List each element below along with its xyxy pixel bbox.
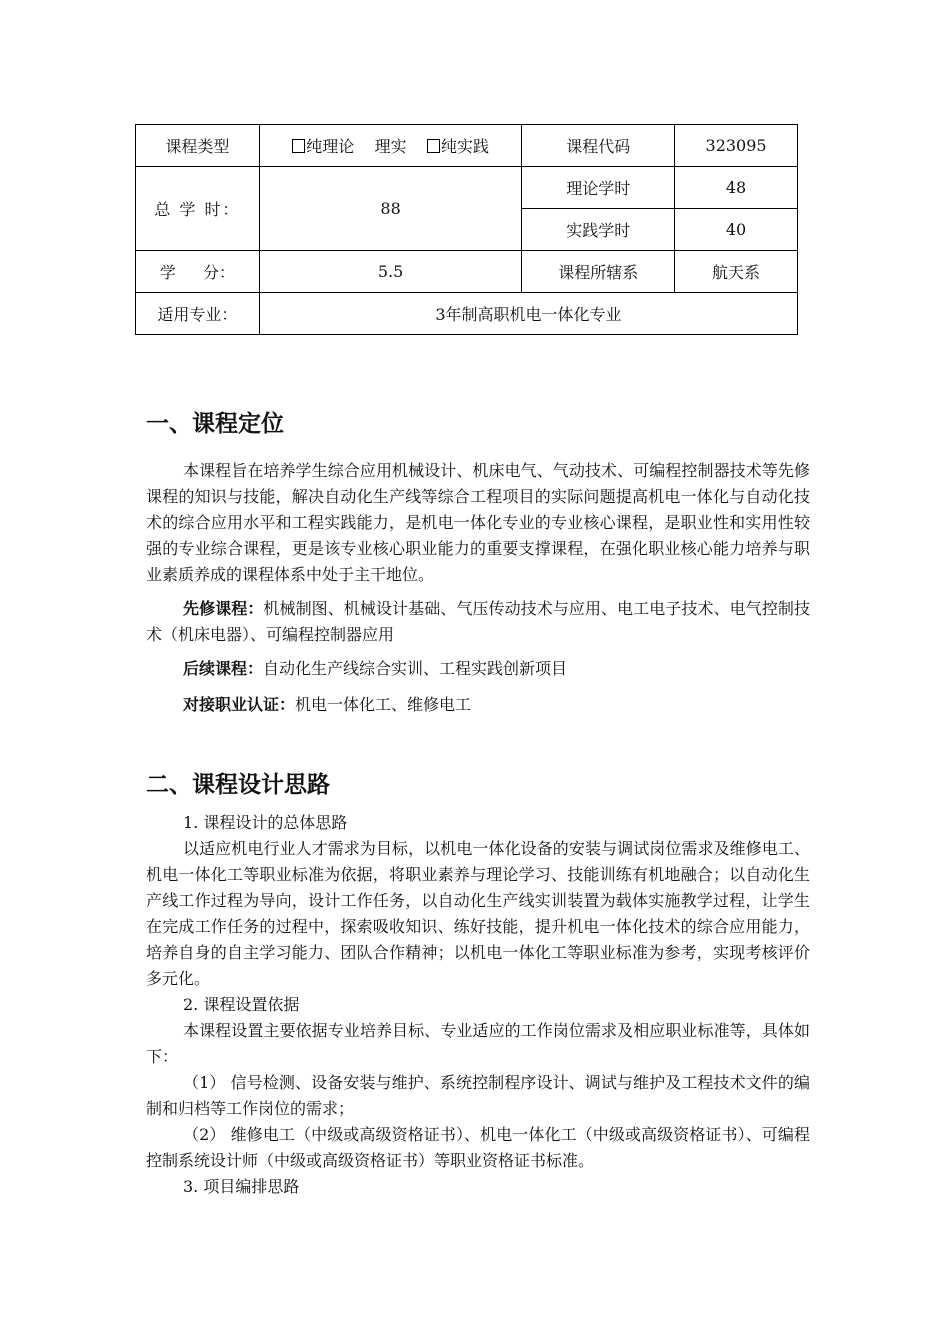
checkbox-icon [427, 139, 440, 153]
item1-text: 以适应机电行业人才需求为目标，以机电一体化设备的安装与调试岗位需求及维修电工、机电一体化工等职业标准为依据，将职业素养与理论学习、技能训练有机地融合；以自动化生产线工作过程为导向，设计工作任务，以自动化生产线实训装置为载体实施教学过程，让学生在完成工作任务的过程中，探索吸收知识、练好技能，提升机电一体化技术的综合应用能力，培养自身的自主学习能力、团队合作精神；以机电一体化工等职业标准为参考，实现考核评价多元化。 [146, 839, 810, 988]
option-pure-practice: 纯实践 [440, 137, 489, 156]
certification-label: 对接职业认证： [183, 695, 296, 714]
practice-hours-label: 实践学时 [522, 209, 675, 251]
section1-heading: 一、课程定位 [146, 411, 284, 437]
item3-title: 3. 项目编排思路 [183, 1177, 300, 1196]
total-hours-value: 88 [259, 167, 522, 251]
credits-label: 学 分： [136, 251, 260, 293]
table-row [136, 125, 798, 167]
practice-hours-value: 40 [675, 209, 798, 251]
major-value: 3年制高职机电一体化专业 [259, 293, 797, 335]
course-code-value: 323095 [675, 125, 798, 167]
prerequisite-label: 先修课程： [183, 599, 264, 618]
table-row [136, 293, 798, 335]
section1-body [146, 458, 810, 718]
followup-label: 后续课程： [183, 659, 264, 678]
course-type-label: 课程类型 [136, 125, 260, 167]
option-theory-practice: 理实 [374, 137, 407, 156]
department-label: 课程所辖系 [522, 251, 675, 293]
checkbox-icon [292, 139, 305, 153]
item2-text: 本课程设置主要依据专业培养目标、专业适应的工作岗位需求及相应职业标准等，具体如下： [146, 1021, 810, 1066]
item2-sub1: （1） 信号检测、设备安装与维护、系统控制程序设计、调试与维护及工程技术文件的编制和归档等工作岗位的需求； [146, 1073, 810, 1118]
certification-line [146, 692, 810, 718]
theory-hours-label: 理论学时 [522, 167, 675, 209]
section1-paragraph: 本课程旨在培养学生综合应用机械设计、机床电气、气动技术、可编程控制器技术等先修课程的知识与技能，解决自动化生产线等综合工程项目的实际问题提高机电一体化与自动化技术的综合应用水平和工程实践能力，是机电一体化专业的专业核心课程，是职业性和实用性较强的专业综合课程，更是该专业核心职业能力的重要支撑课程，在强化职业核心能力培养与职业素质养成的课程体系中处于主干地位。 [146, 461, 810, 584]
certification-text: 机电一体化工、维修电工 [295, 695, 472, 714]
theory-hours-value: 48 [675, 167, 798, 209]
followup-line [146, 656, 810, 682]
total-hours-label: 总 学 时： [136, 167, 260, 251]
item2-title: 2. 课程设置依据 [183, 995, 300, 1014]
credits-value: 5.5 [259, 251, 522, 293]
department-value: 航天系 [675, 251, 798, 293]
course-type-options [259, 125, 522, 167]
table-row [136, 167, 798, 209]
course-code-label: 课程代码 [522, 125, 675, 167]
prerequisite-text: 机械制图、机械设计基础、气压传动技术与应用、电工电子技术、电气控制技术（机床电器）、可编程控制器应用 [146, 599, 810, 644]
table-row [136, 251, 798, 293]
followup-text: 自动化生产线综合实训、工程实践创新项目 [263, 659, 568, 678]
prerequisite-line [146, 596, 810, 648]
course-info-table [135, 124, 798, 335]
item2-sub2: （2） 维修电工（中级或高级资格证书）、机电一体化工（中级或高级资格证书）、可编程控制系统设计师（中级或高级资格证书）等职业资格证书标准。 [146, 1125, 810, 1170]
option-pure-theory: 纯理论 [306, 137, 355, 156]
item1-title: 1. 课程设计的总体思路 [183, 813, 348, 832]
section2-body [146, 810, 810, 1200]
major-label: 适用专业： [136, 293, 260, 335]
section2-heading: 二、课程设计思路 [146, 772, 330, 798]
